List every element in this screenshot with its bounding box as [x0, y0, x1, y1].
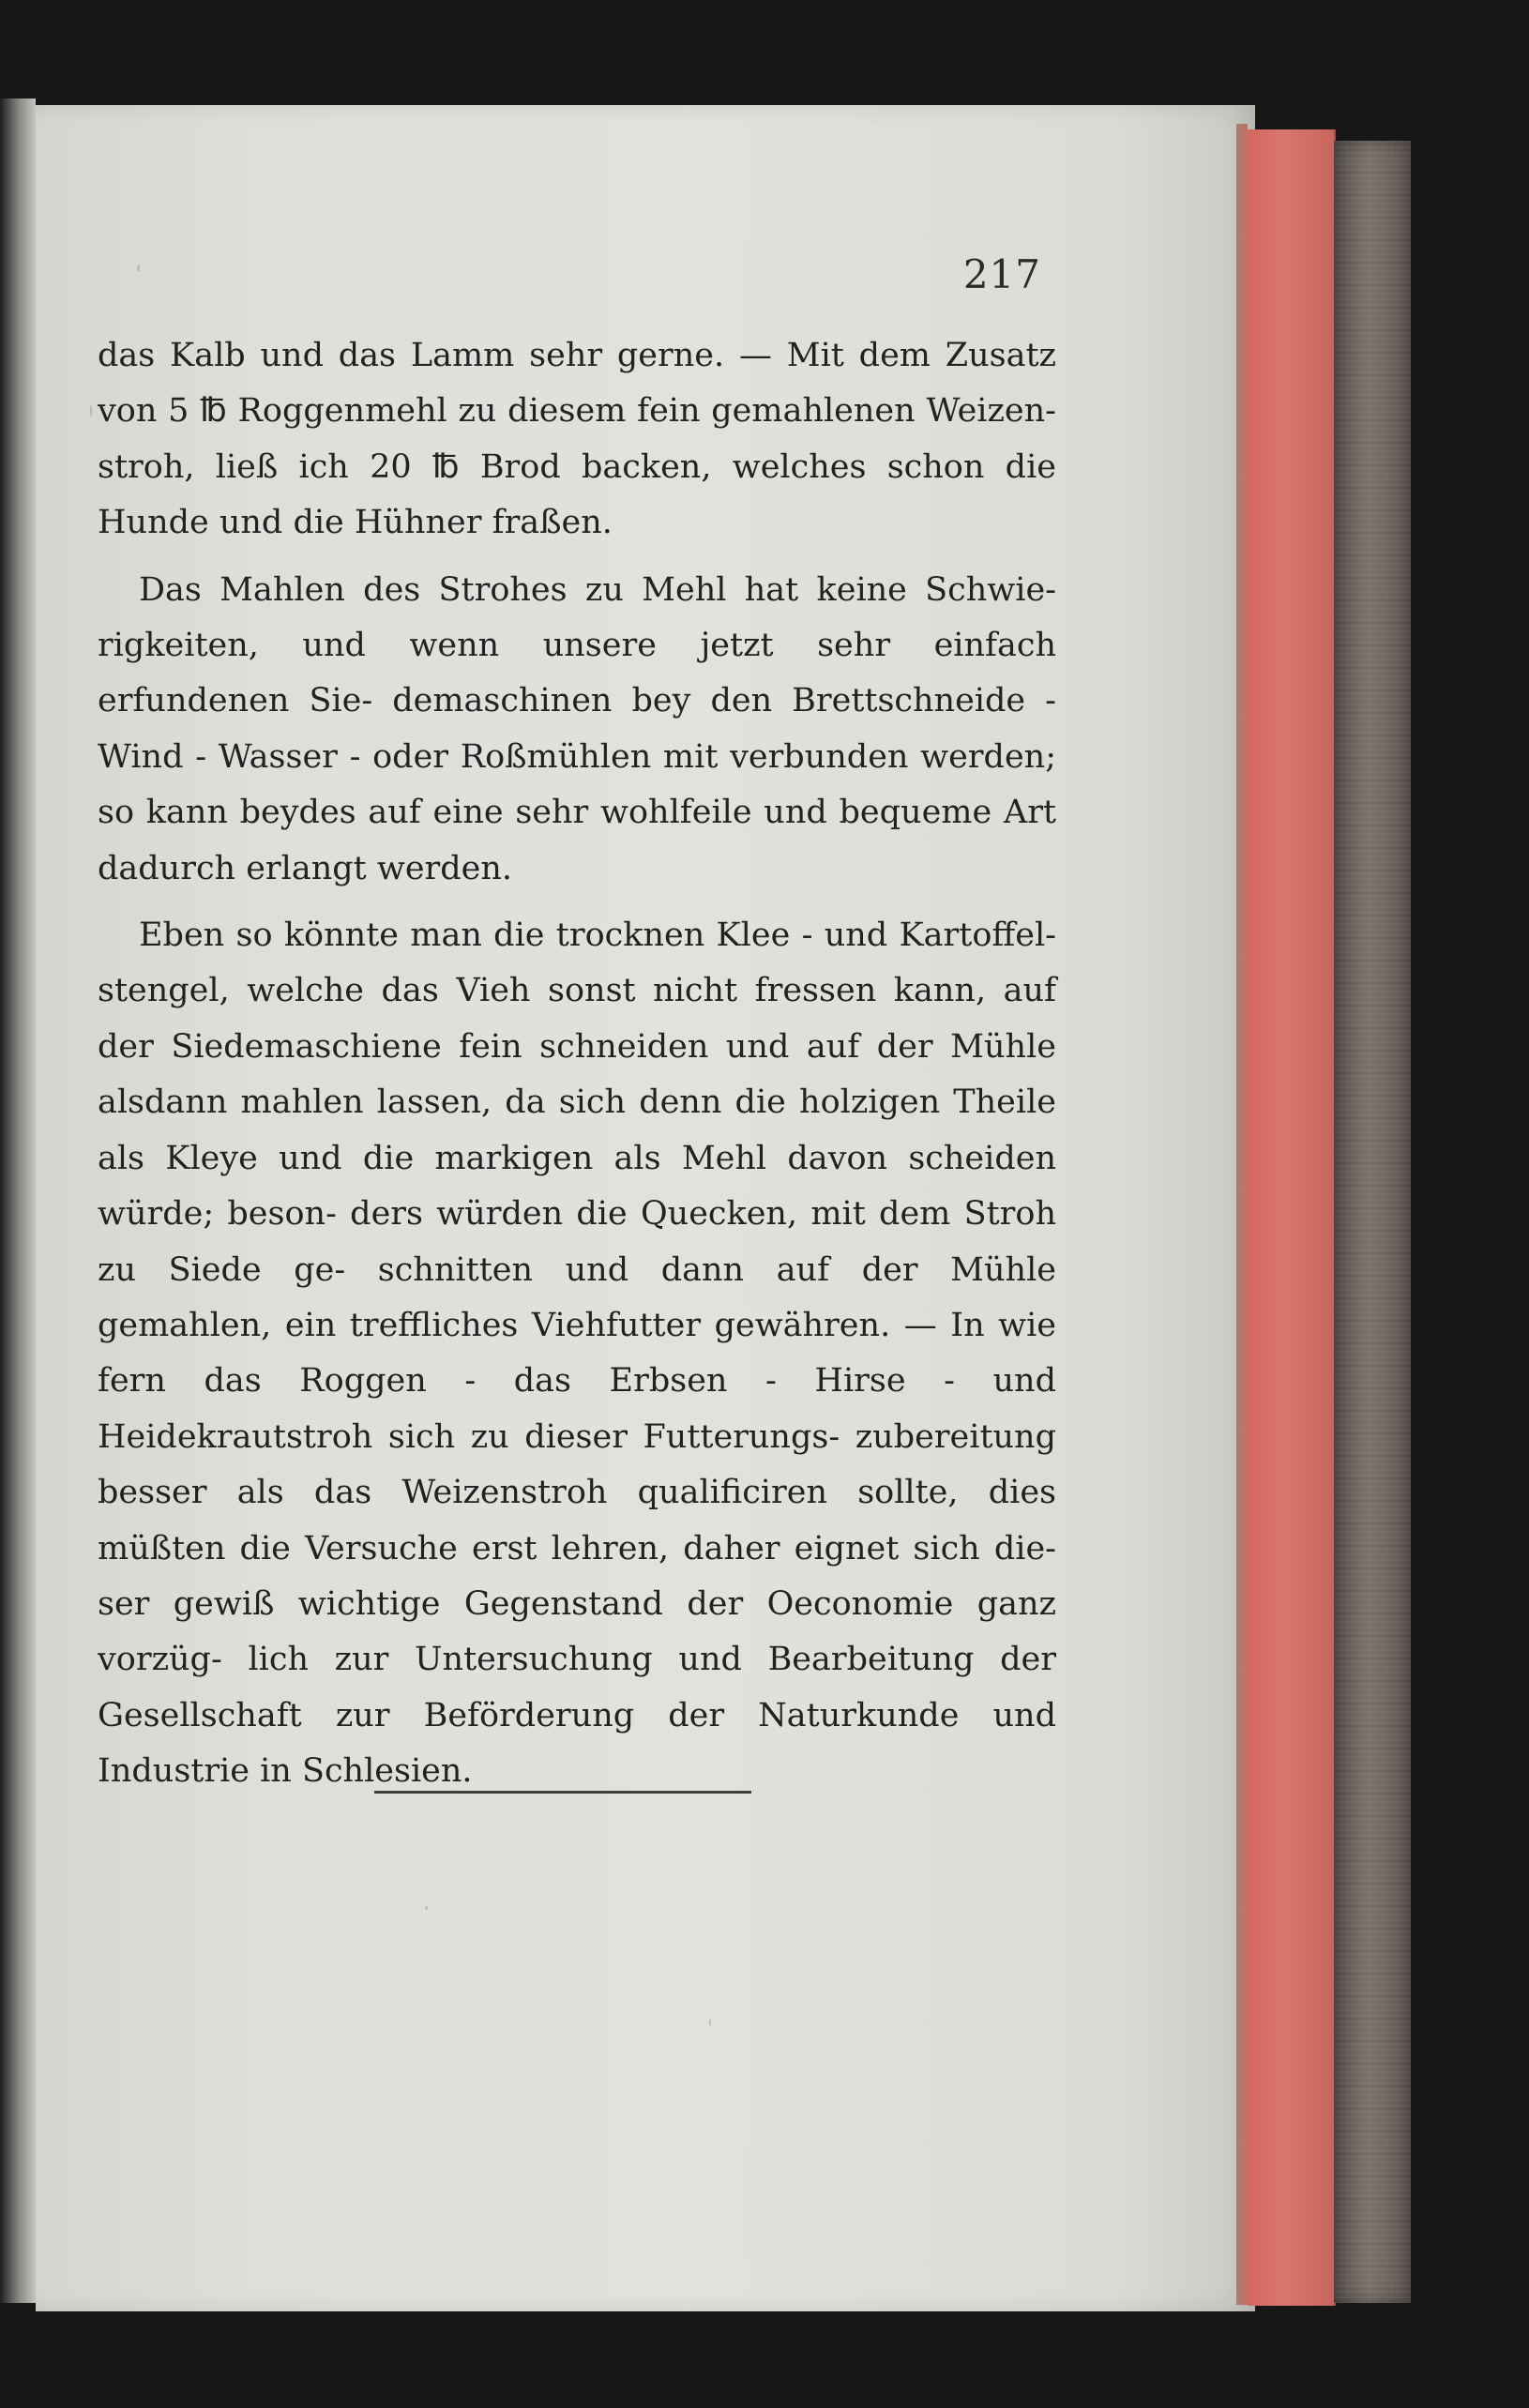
- page-gutter-edge: [1236, 124, 1248, 2305]
- left-page-edge: [0, 98, 36, 2303]
- paragraph-2: Das Mahlen des Strohes zu Mehl hat keine Schwie- rigkeiten, und wenn unsere jetzt sehr einfach erfundenen Sie- demaschinen bey den Brettschneide - Wind - Wasser - oder Roßmühlen mit verbunden werden; so kann beydes auf eine sehr wohlfeile und bequeme Art dadurch erlangt werden.: [98, 570, 1056, 887]
- red-book-edge: [1248, 129, 1336, 2306]
- page-number: 217: [962, 251, 1041, 297]
- book-cover-edge: [1334, 141, 1411, 2303]
- page-spot: [90, 405, 92, 416]
- paragraph-1: das Kalb und das Lamm sehr gerne. — Mit dem Zusatz von 5 ℔ Roggenmehl zu diesem fein gemahlenen Weizen- stroh, ließ ich 20 ℔ Brod backen, welches schon die Hunde und die Hühner fraßen.: [98, 337, 1056, 542]
- page-spot: [137, 265, 140, 272]
- page-spot: [709, 2019, 711, 2026]
- section-divider: [374, 1791, 751, 1794]
- paragraph-3: Eben so könnte man die trocknen Klee - und Kartoffel- stengel, welche das Vieh sonst nicht fressen kann, auf der Siedemaschiene fein schneiden und auf der Mühle alsdann mahlen lassen, da sich denn die holzigen Theile als Kleye und die markigen als Mehl davon scheiden würde; beson- ders würden die Quecken, mit dem Stroh zu Siede ge- schnitten und dann auf der Mühle gemahlen, ein treffliches Viehfutter gewähren. — In wie fern das Roggen - das Erbsen - Hirse - und Heidekrautstroh sich zu dieser Futterungs- zubereitung besser als das Weizenstroh qualificiren sollte, dies müßten die Versuche erst lehren, daher eignet sich die- ser gewiß wichtige Gegenstand der Oeconomie ganz vorzüg- lich zur Untersuchung und Bearbeitung der Gesellschaft zur Beförderung der Naturkunde und Industrie in Schlesien.: [98, 916, 1056, 1791]
- page-spot: [425, 1906, 428, 1910]
- cover-texture: [1334, 141, 1411, 2303]
- body-text: [98, 328, 1056, 1811]
